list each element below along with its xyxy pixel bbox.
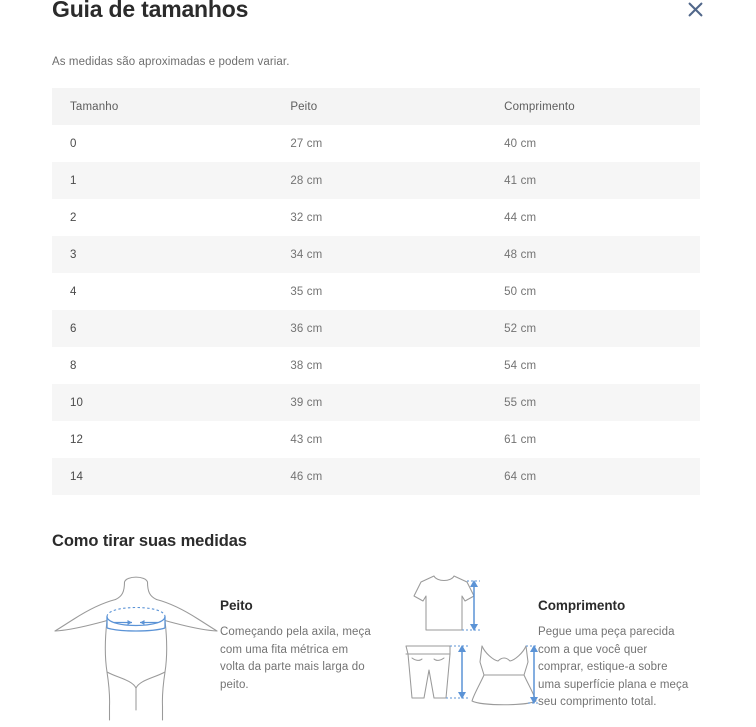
table-row [52, 162, 700, 199]
table-row [52, 273, 700, 310]
howto-section-title: Como tirar suas medidas [52, 532, 247, 550]
size-table-container [52, 88, 700, 495]
cell-chest: 28 cm [290, 174, 323, 187]
cell-chest: 39 cm [290, 396, 323, 409]
cell-chest: 43 cm [290, 433, 323, 446]
cell-size: 10 [70, 396, 84, 409]
cell-length: 52 cm [504, 322, 537, 335]
cell-length: 50 cm [504, 285, 537, 298]
cell-size: 2 [70, 211, 77, 224]
column-header-chest: Peito [290, 100, 318, 113]
close-button[interactable] [682, 0, 708, 22]
howto-text-chest [220, 570, 372, 694]
cell-length: 44 cm [504, 211, 537, 224]
cell-size: 0 [70, 137, 77, 150]
cell-size: 14 [70, 470, 84, 483]
howto-heading-length: Comprimento [538, 598, 626, 613]
cell-chest: 35 cm [290, 285, 323, 298]
table-header [52, 88, 700, 125]
table-row [52, 421, 700, 458]
howto-block-chest [52, 570, 388, 727]
size-table [52, 88, 700, 495]
table-row [52, 384, 700, 421]
close-icon [688, 2, 703, 17]
column-header-size: Tamanho [70, 100, 119, 113]
cell-length: 40 cm [504, 137, 537, 150]
table-row [52, 236, 700, 273]
cell-chest: 36 cm [290, 322, 323, 335]
howto-body-length: Pegue uma peça parecida com a que você quer comprar, estique-a sobre uma superfície plana e meça seu comprimento total. [538, 626, 689, 708]
torso-chest-measure-illustration [52, 570, 220, 727]
howto-block-length [388, 570, 724, 725]
cell-length: 41 cm [504, 174, 537, 187]
subtitle-text: As medidas são aproximadas e podem variar. [52, 56, 290, 68]
howto-text-length [538, 570, 690, 712]
cell-chest: 27 cm [290, 137, 323, 150]
table-row [52, 310, 700, 347]
table-header-row [52, 88, 700, 125]
cell-size: 12 [70, 433, 84, 446]
cell-size: 3 [70, 248, 77, 261]
cell-length: 48 cm [504, 248, 537, 261]
howto-body-chest: Começando pela axila, meça com uma fita métrica em volta da parte mais larga do peito. [220, 626, 371, 691]
table-row [52, 347, 700, 384]
howto-heading-chest: Peito [220, 598, 253, 613]
cell-size: 4 [70, 285, 77, 298]
column-header-length: Comprimento [504, 100, 575, 113]
cell-length: 64 cm [504, 470, 537, 483]
cell-size: 6 [70, 322, 77, 335]
cell-chest: 34 cm [290, 248, 323, 261]
cell-chest: 46 cm [290, 470, 323, 483]
cell-size: 8 [70, 359, 77, 372]
table-body [52, 125, 700, 495]
cell-size: 1 [70, 174, 77, 187]
cell-length: 55 cm [504, 396, 537, 409]
table-row [52, 125, 700, 162]
page-title: Guia de tamanhos [52, 0, 249, 22]
garments-length-measure-illustration [388, 570, 538, 725]
table-row [52, 199, 700, 236]
cell-chest: 38 cm [290, 359, 323, 372]
table-row [52, 458, 700, 495]
howto-section [52, 570, 724, 727]
cell-chest: 32 cm [290, 211, 323, 224]
cell-length: 54 cm [504, 359, 537, 372]
cell-length: 61 cm [504, 433, 537, 446]
